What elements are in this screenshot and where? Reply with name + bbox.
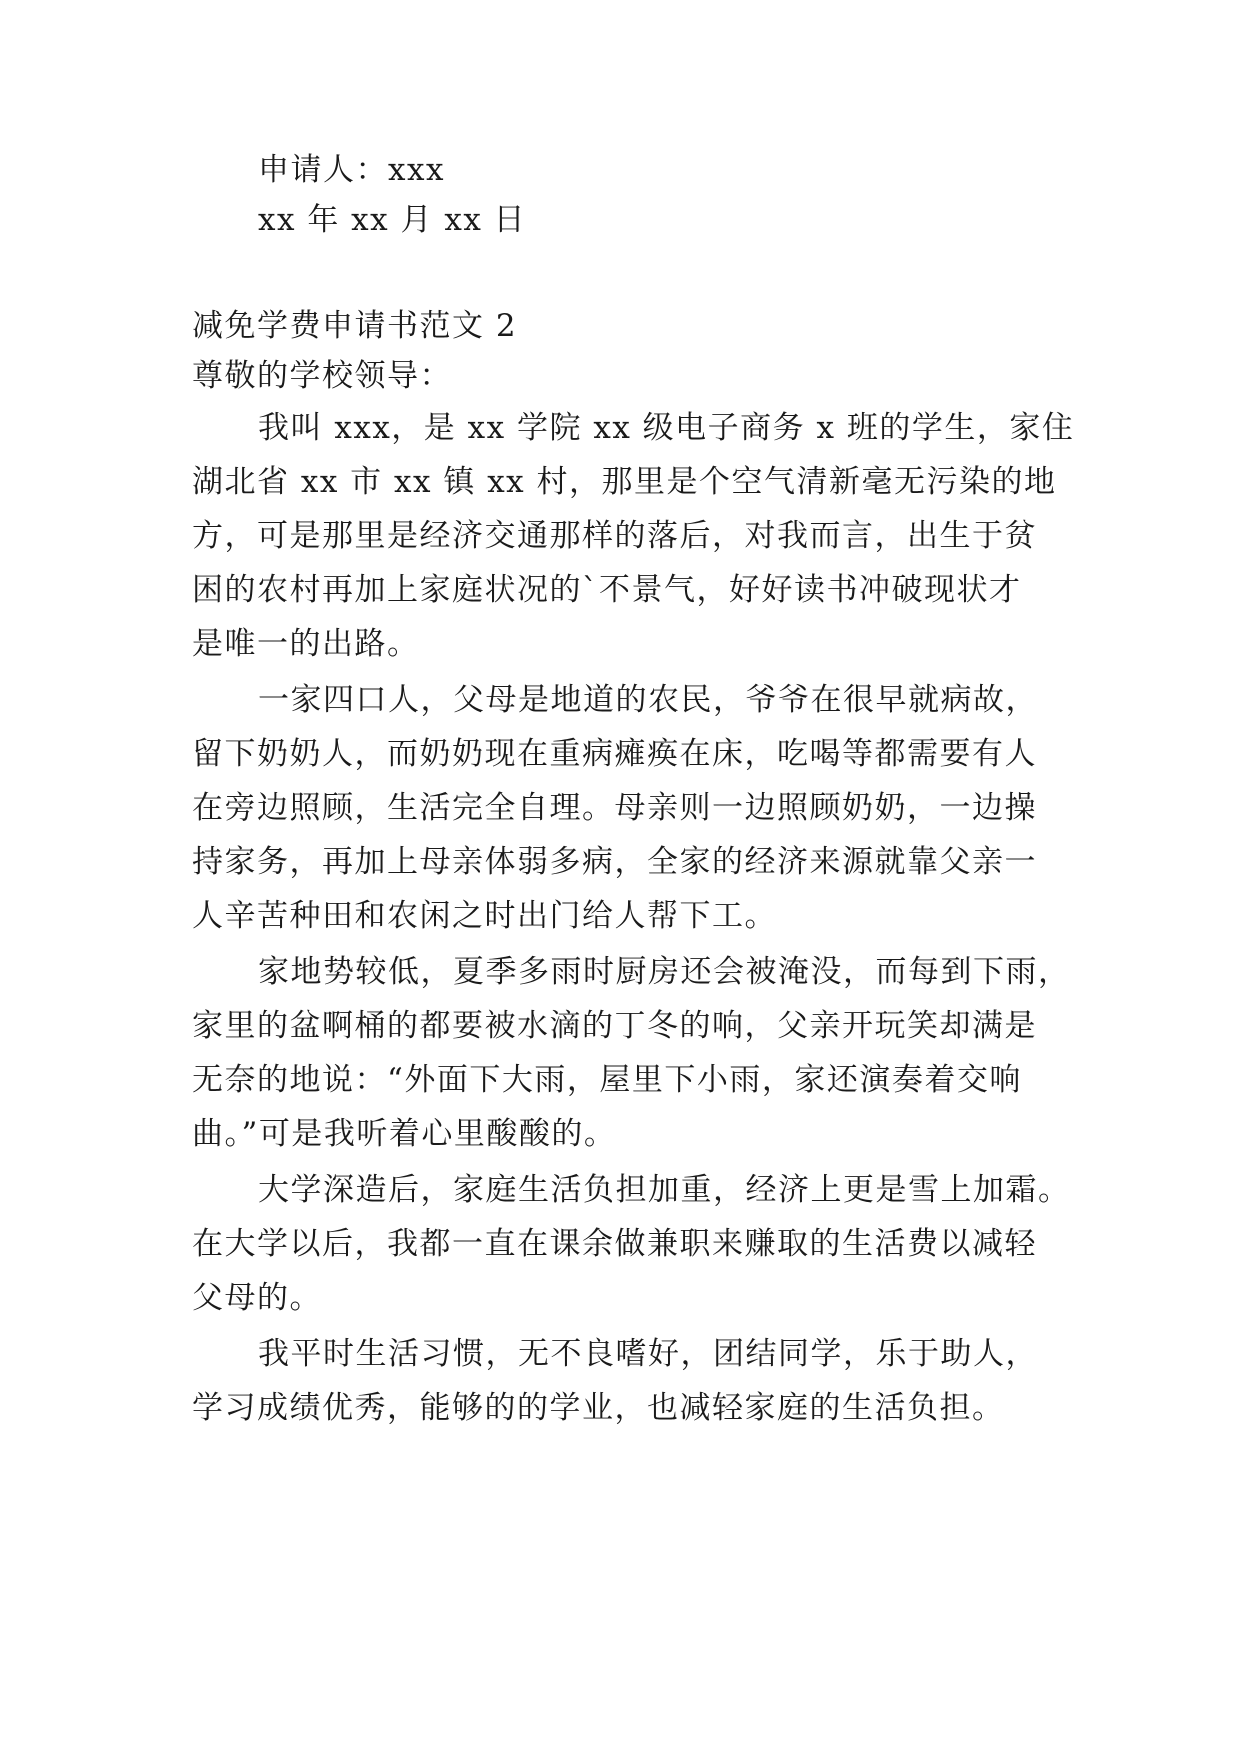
paragraph-line: 我叫 xxx，是 xx 学院 xx 级电子商务 x 班的学生，家住 <box>258 410 1075 446</box>
applicant-line: 申请人：xxx <box>258 152 445 188</box>
salutation: 尊敬的学校领导： <box>192 358 452 394</box>
paragraph-line: 大学深造后，家庭生活负担加重，经济上更是雪上加霜。 <box>258 1172 1071 1208</box>
date-line: xx 年 xx 月 xx 日 <box>258 202 527 238</box>
section-title: 减免学费申请书范文 2 <box>192 308 518 344</box>
paragraph-line: 家里的盆啊桶的都要被水滴的丁冬的响，父亲开玩笑却满是 <box>192 1008 1037 1044</box>
paragraph-line: 一家四口人，父母是地道的农民，爷爷在很早就病故， <box>258 682 1038 718</box>
paragraph-line: 曲。”可是我听着心里酸酸的。 <box>192 1116 617 1152</box>
paragraph-line: 在旁边照顾，生活完全自理。母亲则一边照顾奶奶，一边操 <box>192 790 1037 826</box>
paragraph-line: 在大学以后，我都一直在课余做兼职来赚取的生活费以减轻 <box>192 1226 1037 1262</box>
paragraph-line: 家地势较低，夏季多雨时厨房还会被淹没，而每到下雨， <box>258 954 1071 990</box>
paragraph-line: 父母的。 <box>192 1280 322 1316</box>
paragraph-line: 留下奶奶人，而奶奶现在重病瘫痪在床，吃喝等都需要有人 <box>192 736 1037 772</box>
paragraph-line: 人辛苦种田和农闲之时出门给人帮下工。 <box>192 898 777 934</box>
paragraph-line: 方，可是那里是经济交通那样的落后，对我而言，出生于贫 <box>192 518 1037 554</box>
paragraph-line: 学习成绩优秀，能够的的学业，也减轻家庭的生活负担。 <box>192 1390 1005 1426</box>
paragraph-line: 困的农村再加上家庭状况的`不景气，好好读书冲破现状才 <box>192 572 1022 608</box>
paragraph-line: 持家务，再加上母亲体弱多病，全家的经济来源就靠父亲一 <box>192 844 1037 880</box>
paragraph-line: 湖北省 xx 市 xx 镇 xx 村，那里是个空气清新毫无污染的地 <box>192 464 1057 500</box>
paragraph-line: 是唯一的出路。 <box>192 626 420 662</box>
paragraph-line: 我平时生活习惯，无不良嗜好，团结同学，乐于助人， <box>258 1336 1038 1372</box>
paragraph-line: 无奈的地说：“外面下大雨，屋里下小雨，家还演奏着交响 <box>192 1062 1022 1098</box>
